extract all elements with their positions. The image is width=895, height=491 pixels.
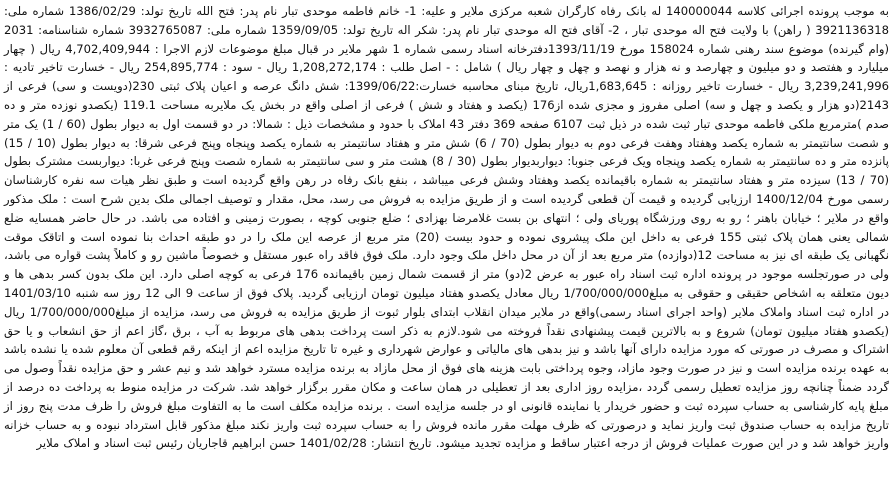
auction-notice-text: به موجب پرونده اجرائی کلاسه 140000044 له بانک رفاه کارگران شعبه مرکزی ملایر و علیه: 1- خانم فاطمه موحدی تبار نام پدر: فتح الله تاریخ تولد: 1386/02/29 شماره ملی: 3921136318 ( راهن) با ولایت فتح اله موحدی تبار ، 2- آقای فتح اله موحدی تبار نام پدر: شکر اله تاریخ تولد: 1359/09/05 شماره ملی: 3932765087 شماره شناسنامه: 2031 (وام گیرنده) موضوع سند رهنی شماره 158024 مورخ 1393/11/19دفترخانه اسناد رسمی شماره 1 شهر ملایر در قبال مبلغ موضوعات لازم الاجرا : 4,702,409,944 ریال ( چهار میلیارد و هفتصد و دو میلیون و چهارصد و نه هزار و نهصد و چهل و چهار ریال ) شامل : - اصل طلب : 1,208,272,174 ریال - سود : 254,895,774 ریال - خسارت تاخیر تادیه : 3,239,241,996 ریال - خسارت تاخیر روزانه : 1,683,645ریال، تاریخ مبنای محاسبه خسارت:1399/06/22: شش دانگ عرصه و اعیان پلاک ثبتی 230(دویست و سی) فرعی از 2143(دو هزار و یکصد و چهل و سه) اصلی مفروز و مجزی شده از176 (یکصد و هفتاد و شش ) فرعی از اصلی واقع در بخش یک ملایربه مساحت 119.1 (یکصدو نوزده متر و ده صدم )مترمربع ملکی فاطمه موحدی تبار ثبت شده در ذیل ثبت 6107 صفحه 369 دفتر 43 املاک با حدود و مشخصات ذیل : شمالا: در دو قسمت اول به دیوار بطول (60 / 1) یک متر و شصت سانتیمتر به شماره یکصد وهفتاد وهفت فرعی دوم به دیوار بطول (70 / 6) شش متر و هفتاد سانتیمتر به شماره یکصد وپنجاه وپنج فرعی شرقا: به دیوار بطول (10 / 15) پانزده متر و ده سانتیمتر به شماره یکصد وپنجاه ویک فرعی جنوبا: دیواربدیوار بطول (30 / 8) هشت متر و سی سانتیمتر به شماره شصت وپنج فرعی غربا: دیواربست مشترک بطول (70 / 13) سیزده متر و هفتاد سانتیمتر به شماره باقیمانده یکصد وهفتاد وشش فرعی میباشد ، بنفع بانک رفاه در رهن واقع گردیده است و طبق نظر هیات سه نفره کارشناسان رسمی مورخ 1400/12/04 ارزیابی گردیده و قیمت آن قطعی گردیده است و از طریق مزایده به فروش می رسد، محل، مقدار و توصیف اجمالی ملک بدین شرح است : ملک مذکور واقع در ملایر ؛ خیابان باهنر ؛ رو به روی ورزشگاه پوریای ولی ؛ انتهای بن بست غلامرضا بهزادی ؛ ضلع جنوبی کوچه ، بصورت زمینی و افتاده می باشد. در حال حاضر همسایه ضلع شمالی یعنی همان پلاک ثبتی 155 فرعی به داخل این ملک پیشروی نموده و حدود بیست (20) متر مربع از عرصه این ملک را در دو طبقه احداث بنا نموده است و اتاقک موقت نگهبانی یک طبقه ای نیز به مساحت 12(دوازده) متر مربع بعد از آن در محل داخل ملک وجود دارد. ملک فوق فاقد راه عبور مستقل و خصوصاً ماشین رو و کاملاً پشت قواره می باشد، ولی در صورتجلسه موجود در پرونده اداره ثبت اسناد راه عبور به عرض 2(دو) متر از قسمت شمال زمین باقیمانده 176 فرعی به کوچه اصلی دارد. این ملک بدون کسر بدهی ها و دیون متعلقه به اشخاص حقیقی و حقوقی به مبلغ1/700/000/000 ریال معادل یکصدو هفتاد میلیون تومان ارزیابی گردید. پلاک فوق از ساعت 9 الی 12 روز سه شنبه 1401/03/10 در اداره ثبت اسناد واملاک ملایر (واحد اجرای اسناد رسمی)واقع در ملایر میدان انقلاب ابتدای بلوار ثبوت از طریق مزایده به فروش می رسد، مزایده از مبلغ1/700/000/000 ریال (یکصدو هفتاد میلیون تومان) شروع و به بالاترین قیمت پیشنهادی نقداً فروخته می شود.لازم به ذکر است پرداخت بدهی های مربوط به آب ، برق ،گاز اعم از حق انشعاب و یا حق اشتراک و مصرف در صورتی که مورد مزایده دارای آنها باشد و نیز بدهی های مالیاتی و عوارض شهرداری و غیره تا تاریخ مزایده اعم از اینکه رقم قطعی آن معلوم شده یا نشده باشد به عهده برنده مزایده است و نیز در صورت وجود مازاد، وجوه پرداختی بابت هزینه های فوق از محل مازاد به برنده مزایده مسترد خواهد شد و نیم عشر و حق مزایده نقداً وصول می گردد ضمناً چنانچه روز مزایده تعطیل رسمی گردد ،مزایده روز اداری بعد از تعطیلی در همان ساعت و مکان مقرر برگزار خواهد شد. شرکت در مزایده منوط به پرداخت ده درصد از مبلغ پایه کارشناسی به حساب سپرده ثبت و حضور خریدار یا نماینده قانونی او در جلسه مزایده است . برنده مزایده مکلف است ما به التفاوت مبلغ فروش را ظرف مدت پنج روز از تاریخ مزایده به حساب صندوق ثبت واریز نماید و درصورتی که ظرف مهلت مقرر مانده فروش را به حساب سپرده ثبت واریز نکند مبلغ مذکور قابل استرداد نبوده و به حساب خزانه واریز خواهد شد و در این صورت عملیات فروش از درجه اعتبار ساقط و مزایده تجدید میشود. تاریخ انتشار: 1401/02/28 حسن ابراهیم قاجاریان رئیس ثبت اسناد و املاک ملایر: [4, 4, 890, 451]
